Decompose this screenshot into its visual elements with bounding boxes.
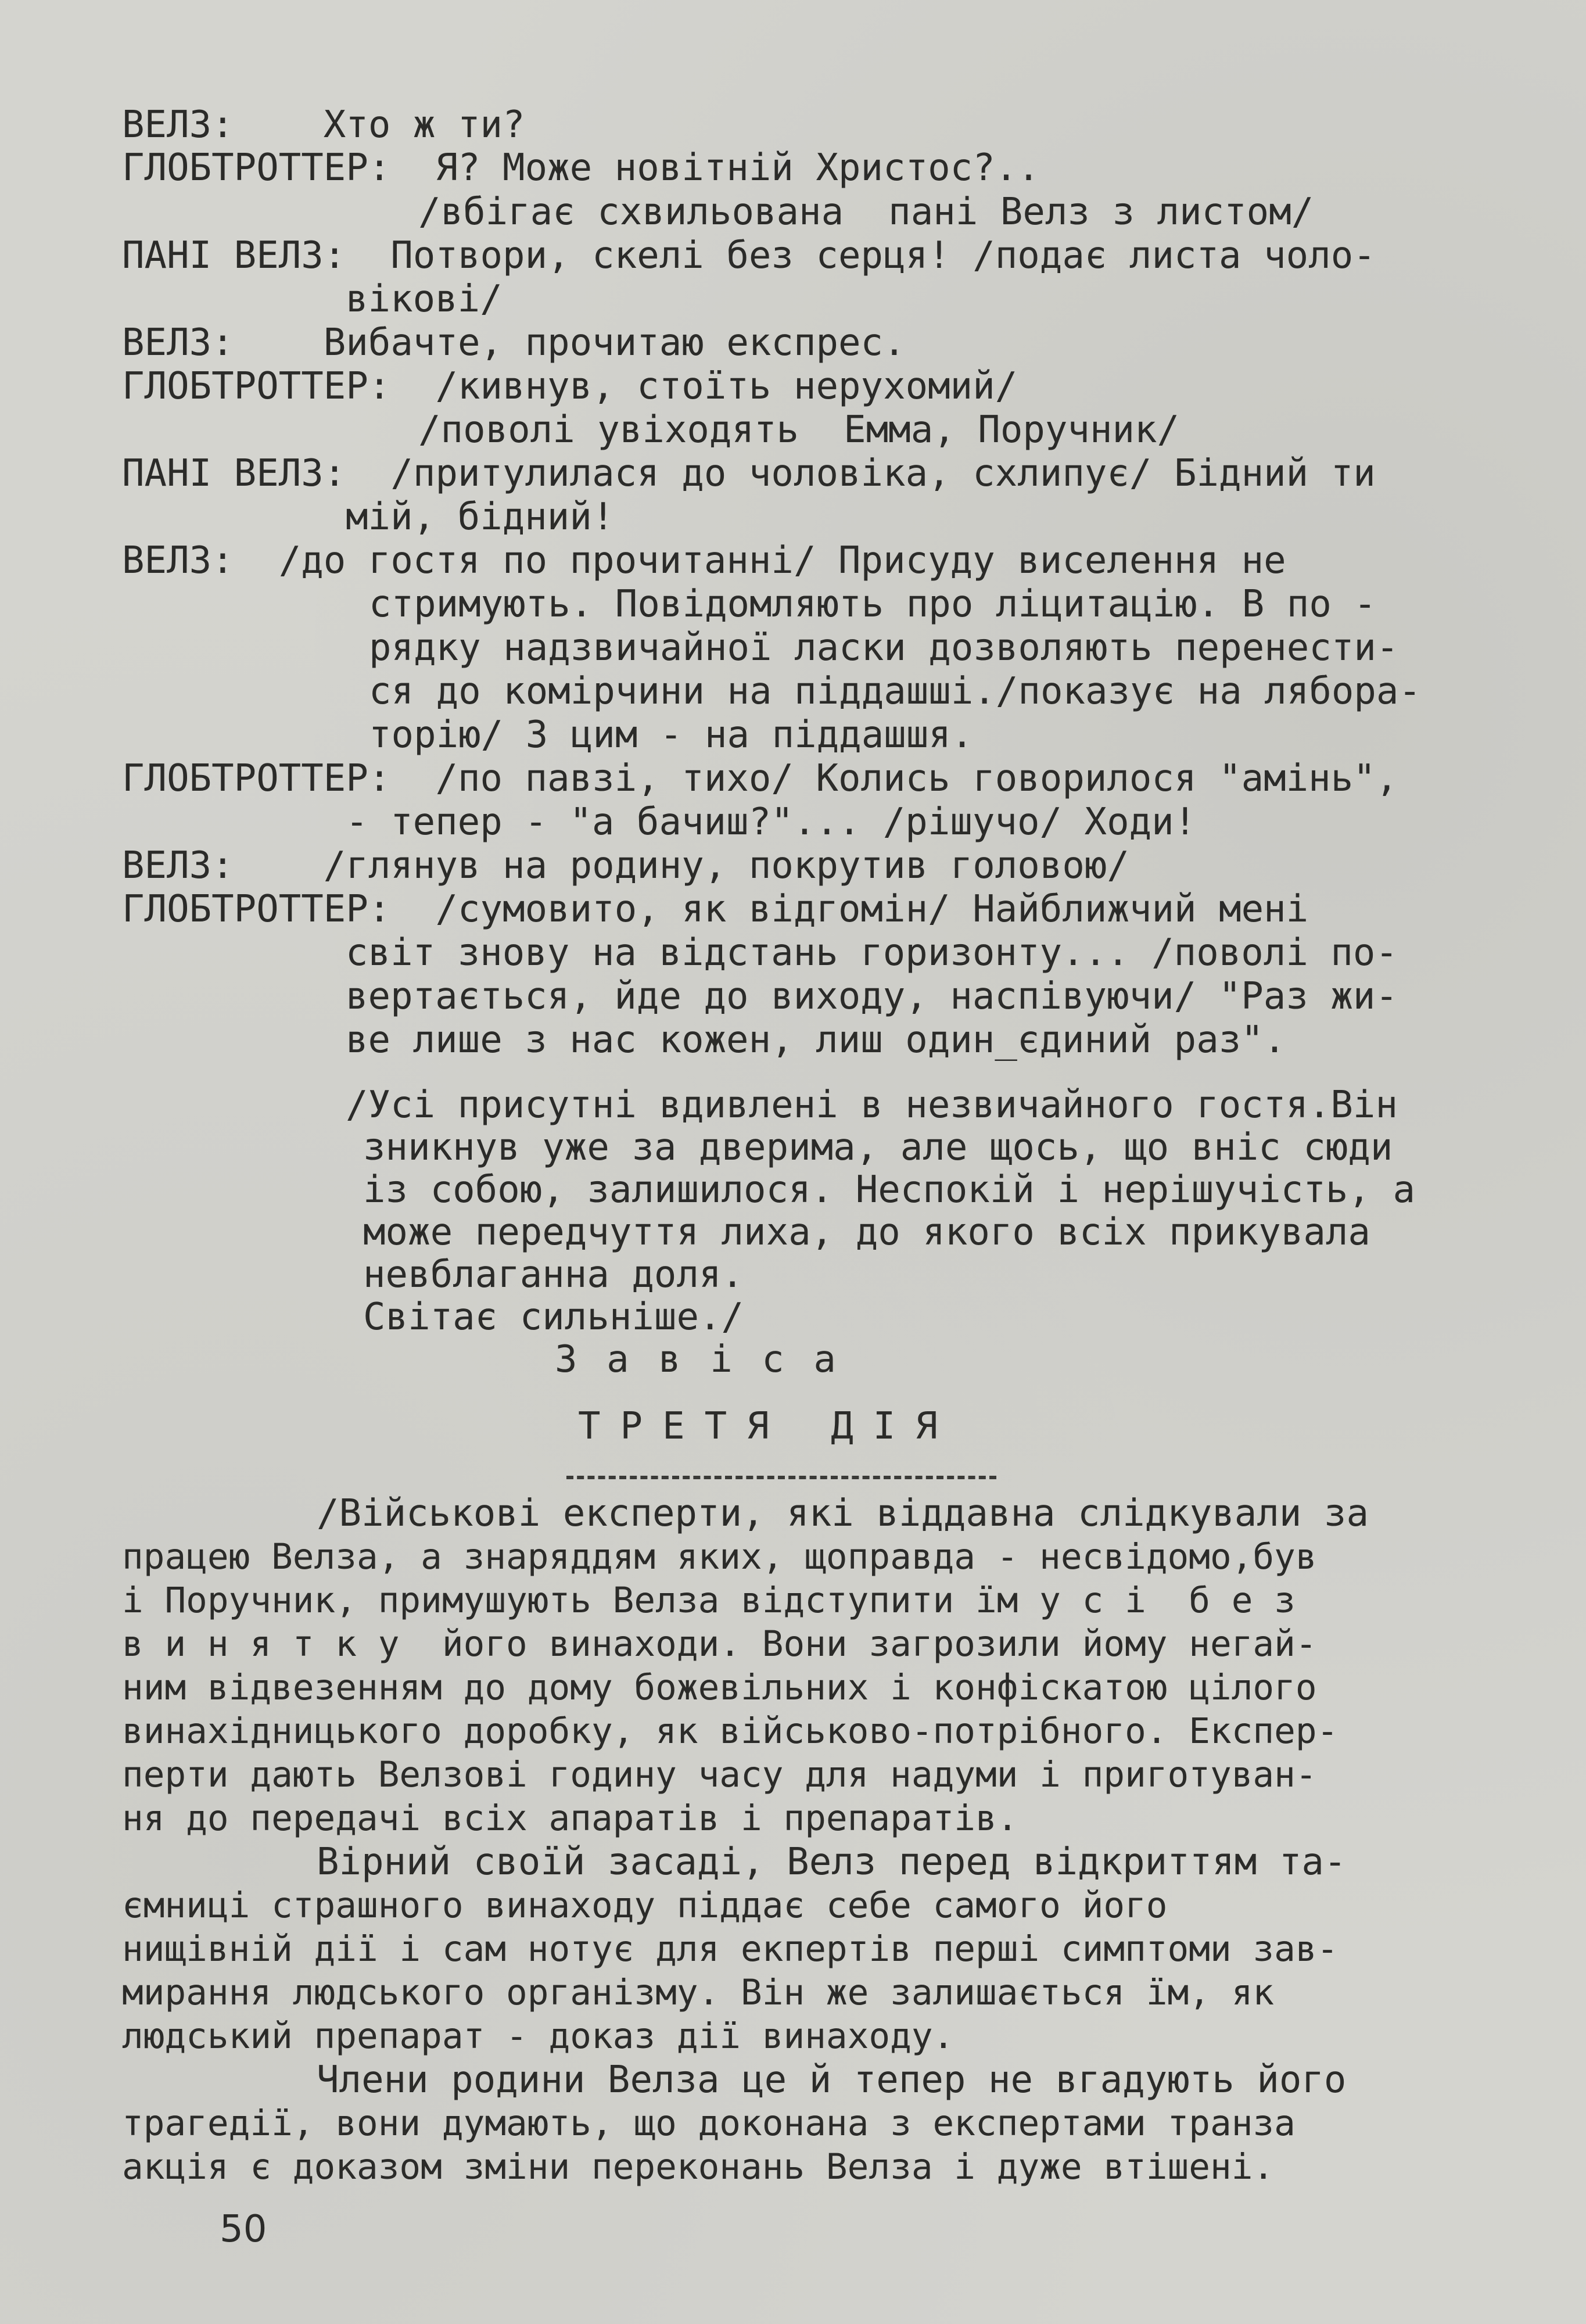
text-line: /поволі увіходять Емма, Поручник/ [418,408,1180,451]
text-line: перти дають Велзові годину часу для надуми і приготуван- [122,1754,1317,1795]
text-line: зникнув уже за дверима, але щось, що вніс сюди [363,1126,1393,1169]
text-line: Члени родини Велза це й тепер не вгадують його [317,2058,1347,2101]
page-number: 50 [220,2208,267,2251]
text-line: ГЛОБТРОТТЕР: /сумовито, як відгомін/ Найближчий мені [122,888,1309,931]
text-line: ВЕЛЗ: /глянув на родину, покрутив головою/ [122,844,1129,887]
heading-underline [566,1476,996,1479]
text-line: Світає сильніше./ [363,1296,744,1339]
text-line: ним відвезенням до дому божевільних і конфіскатою цілого [122,1667,1317,1708]
curtain-label: З а в і с а [555,1338,839,1381]
text-line: ВЕЛЗ: Хто ж ти? [122,103,525,146]
text-line: в и н я т к у його винаходи. Вони загрозили йому негай- [122,1623,1317,1665]
text-line: вертається, йде до виходу, наспівуючи/ "Раз жи- [346,975,1398,1018]
text-line: ня до передачі всіх апаратів і препаратів. [122,1798,1018,1839]
text-line: ве лише з нас кожен, лиш один_єдиний раз". [346,1018,1286,1061]
text-line: /Усі присутні вдивлені в незвичайного гостя.Він [346,1084,1398,1127]
text-line: і Поручник, примушують Велза відступити їм у с і б е з [122,1580,1296,1621]
text-line: ся до комірчини на піддашші./показує на лябора- [369,670,1421,713]
text-line: людський препарат - доказ дії винаходу. [122,2015,955,2057]
text-line: /вбігає схвильована пані Велз з листом/ [418,191,1314,234]
text-line: ГЛОБТРОТТЕР: /по павзі, тихо/ Колись говорилося "амінь", [122,757,1398,800]
text-line: ГЛОБТРОТТЕР: Я? Може новітній Христос?.. [122,146,1040,189]
text-line: ємниці страшного винаходу піддає себе самого його [122,1885,1168,1926]
text-line: нищівній дії і сам нотує для екпертів перші симптоми зав- [122,1928,1339,1970]
act-heading: ТРЕТЯ ДІЯ [578,1405,957,1448]
text-line: ПАНІ ВЕЛЗ: Потвори, скелі без серця! /подає листа чоло- [122,234,1376,277]
text-line: віковi/ [346,278,503,321]
text-line: ПАНІ ВЕЛЗ: /притулилася до чоловіка, схлипує/ Бідний ти [122,452,1376,495]
text-line: працею Велза, а знаряддям яких, щоправда - несвідомо,був [122,1536,1317,1577]
text-line: винахідницького доробку, як військово-потрібного. Експер- [122,1710,1339,1752]
text-line: світ знову на відстань горизонту... /поволі по- [346,931,1398,974]
text-line: стримують. Повідомляють про ліцитацію. В по - [369,583,1376,626]
text-line: ВЕЛЗ: Вибачте, прочитаю експрес. [122,321,906,364]
text-line: трагедії, вони думають, що доконана з експертами транза [122,2103,1296,2144]
text-line: із собою, залишилося. Неспокій і нерішучість, а [363,1168,1415,1211]
text-line: може передчуття лиха, до якого всіх прикувала [363,1211,1370,1254]
text-line: - тепер - "а бачиш?"... /рішучо/ Ходи! [346,801,1197,844]
text-line: мій, бідний! [346,496,615,539]
text-line: невблаганна доля. [363,1253,744,1296]
text-line: торію/ З цим - на піддашшя. [369,713,974,756]
text-line: Вірний своїй засаді, Велз перед відкриттям та- [317,1841,1347,1884]
text-line: ГЛОБТРОТТЕР: /кивнув, стоїть нерухомий/ [122,365,1018,408]
text-line: мирання людського організму. Він же залишається їм, як [122,1972,1275,2013]
text-line: /Військові експерти, які віддавна слідкували за [317,1492,1369,1535]
text-line: ВЕЛЗ: /до гостя по прочитанні/ Присуду виселення не [122,539,1286,582]
text-line: рядку надзвичайної ласки дозволяють перенести- [369,626,1399,669]
text-line: акція є доказом зміни переконань Велза і дуже втішені. [122,2146,1275,2187]
